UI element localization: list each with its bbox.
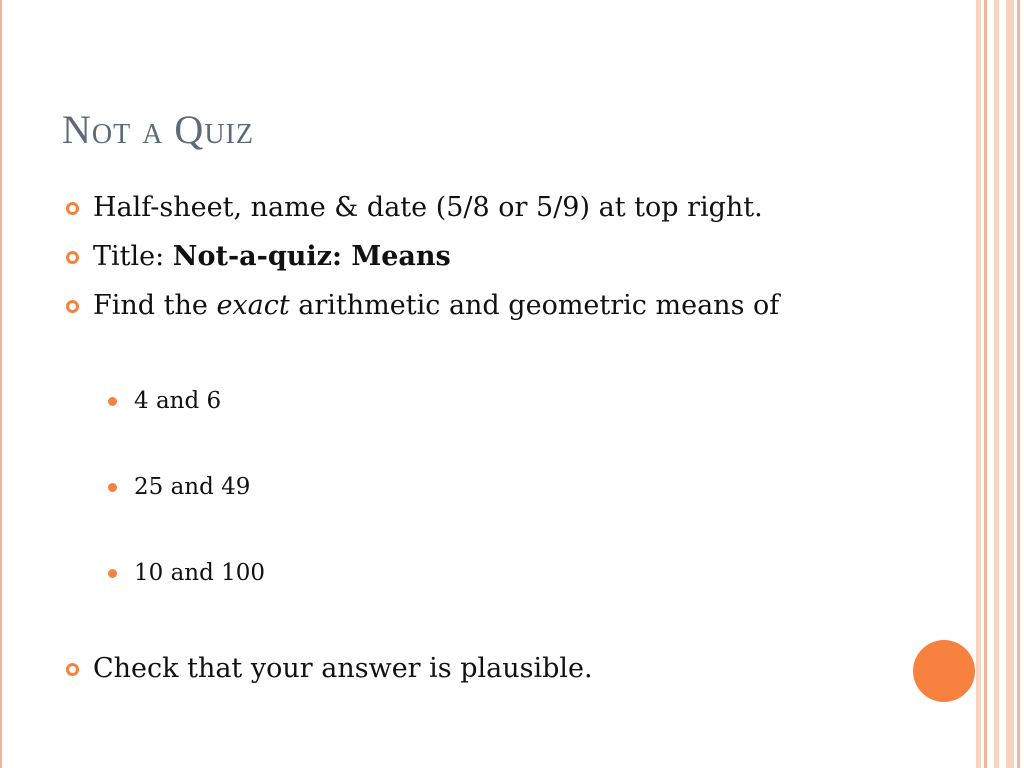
bullet-prefix: Title: [93, 241, 173, 272]
sub-bullet-text: 25 and 49 [134, 474, 251, 500]
bullet-prefix: Find the [93, 290, 217, 321]
slide-title: Not a Quiz [62, 107, 254, 152]
bullet-ring-icon [66, 202, 79, 215]
sub-bullet-text: 10 and 100 [134, 560, 266, 586]
bullet-ring-icon [66, 663, 79, 676]
sub-bullet-text: 4 and 6 [134, 388, 222, 414]
sub-bullet-dot-icon [108, 397, 117, 406]
bullet-text: Check that your answer is plausible. [93, 653, 593, 684]
bullet-half-sheet [66, 190, 763, 226]
sub-bullet-dot-icon [108, 569, 117, 578]
bullet-italic-word: exact [216, 290, 290, 321]
sub-bullet-25-and-49 [108, 469, 250, 505]
bullet-text-wrap [93, 241, 451, 272]
sub-bullet-10-and-100 [108, 555, 265, 591]
slide-left-border [0, 0, 2, 768]
bullet-find-means [66, 288, 779, 324]
sub-bullet-4-and-6 [108, 383, 221, 419]
bullet-text-wrap [93, 290, 779, 321]
decorative-orange-circle [913, 640, 975, 702]
decorative-right-stripes [976, 0, 1024, 768]
bullet-bold-title: Not-a-quiz: Means [172, 241, 451, 272]
bullet-text: Half-sheet, name & date (5/8 or 5/9) at top right. [93, 192, 763, 223]
bullet-ring-icon [66, 251, 79, 264]
bullet-ring-icon [66, 300, 79, 313]
bullet-suffix: arithmetic and geometric means of [289, 290, 780, 321]
bullet-title [66, 239, 451, 275]
bullet-check-plausible [66, 651, 593, 687]
sub-bullet-dot-icon [108, 483, 117, 492]
